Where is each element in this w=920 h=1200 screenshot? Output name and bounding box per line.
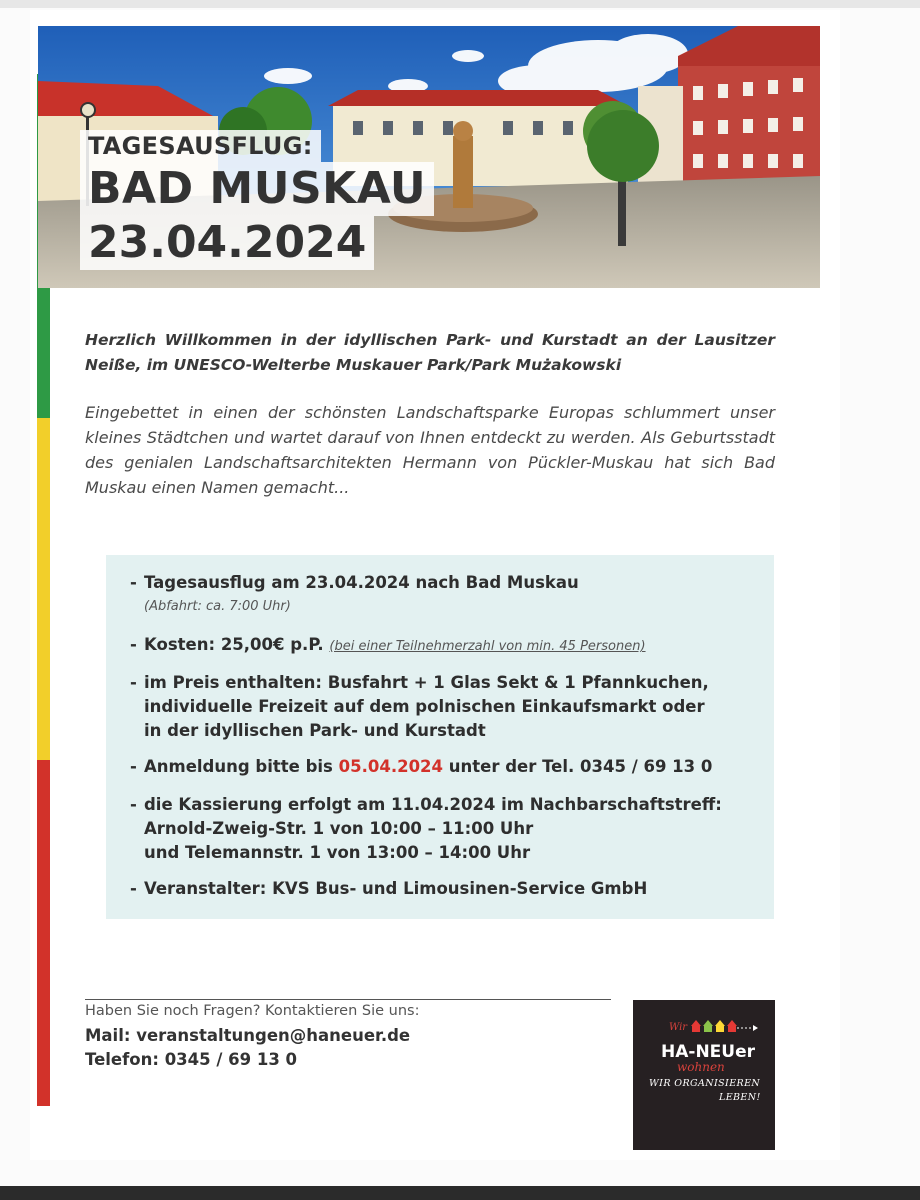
scan-edge-bottom xyxy=(0,1186,920,1200)
title-destination: BAD MUSKAU xyxy=(80,162,434,216)
trip-details-box xyxy=(106,555,774,919)
welcome-text: Herzlich Willkommen in der idyllischen Park- und Kurstadt an der Lausitzer Neiße, im UNESCO-Welterbe Muskauer Park/Park Mużakowski xyxy=(85,331,775,374)
contact-email[interactable]: Mail: veranstaltungen@haneuer.de xyxy=(85,1026,411,1045)
detail-registration: - Anmeldung bitte bis 05.04.2024 unter der Tel. 0345 / 69 13 0 xyxy=(130,757,713,776)
detail-payment: - die Kassierung erfolgt am 11.04.2024 im Nachbarschaftstreff: Arnold-Zweig-Str. 1 von 10:00 – 11:00 Uhr und Telemannstr. 1 von 13:00 – 14:00 Uhr xyxy=(130,795,722,862)
title-tagesausflug: TAGESAUSFLUG: xyxy=(80,130,321,162)
logo-tagline-2: LEBEN! xyxy=(719,1092,761,1103)
logo-tagline: WIR ORGANISIEREN xyxy=(649,1078,761,1089)
haneuer-logo xyxy=(633,1000,775,1150)
contact-divider xyxy=(85,999,611,1000)
description-text: Eingebettet in einen der schönsten Landschaftsparke Europas schlummert unser kleines Städtchen und wartet darauf von Ihnen entdeckt zu werden. Als Geburtsstadt des genialen Landschaftsarchitekten Hermann von Pückler-Muskau hat sich Bad Muskau einen Namen gemacht... xyxy=(85,403,775,497)
detail-organizer: - Veranstalter: KVS Bus- und Limousinen-Service GmbH xyxy=(130,879,648,898)
contact-phone[interactable]: Telefon: 0345 / 69 13 0 xyxy=(85,1050,298,1069)
registration-deadline: 05.04.2024 xyxy=(338,757,444,776)
detail-trip-date: - Tagesausflug am 23.04.2024 nach Bad Muskau (Abfahrt: ca. 7:00 Uhr) xyxy=(130,571,579,619)
detail-included: - im Preis enthalten: Busfahrt + 1 Glas Sekt & 1 Pfannkuchen, individuelle Freizeit auf dem polnischen Einkaufsmarkt oder in der idyllischen Park- und Kurstadt xyxy=(130,673,709,740)
logo-wir: Wir xyxy=(669,1022,688,1033)
color-stripe-red xyxy=(37,760,50,1106)
departure-time-note: (Abfahrt: ca. 7:00 Uhr) xyxy=(144,599,291,614)
scan-edge-top xyxy=(0,0,920,8)
color-stripe-yellow xyxy=(37,418,50,760)
title-date: 23.04.2024 xyxy=(80,216,374,270)
logo-name: HA-NEUer xyxy=(661,1042,755,1062)
logo-wohnen: wohnen xyxy=(677,1060,725,1074)
participant-minimum-note: (bei einer Teilnehmerzahl von min. 45 Personen) xyxy=(329,639,646,654)
detail-cost: - Kosten: 25,00€ p.P. (bei einer Teilnehmerzahl von min. 45 Personen) xyxy=(130,635,646,654)
contact-question: Haben Sie noch Fragen? Kontaktieren Sie uns: xyxy=(85,1003,420,1019)
